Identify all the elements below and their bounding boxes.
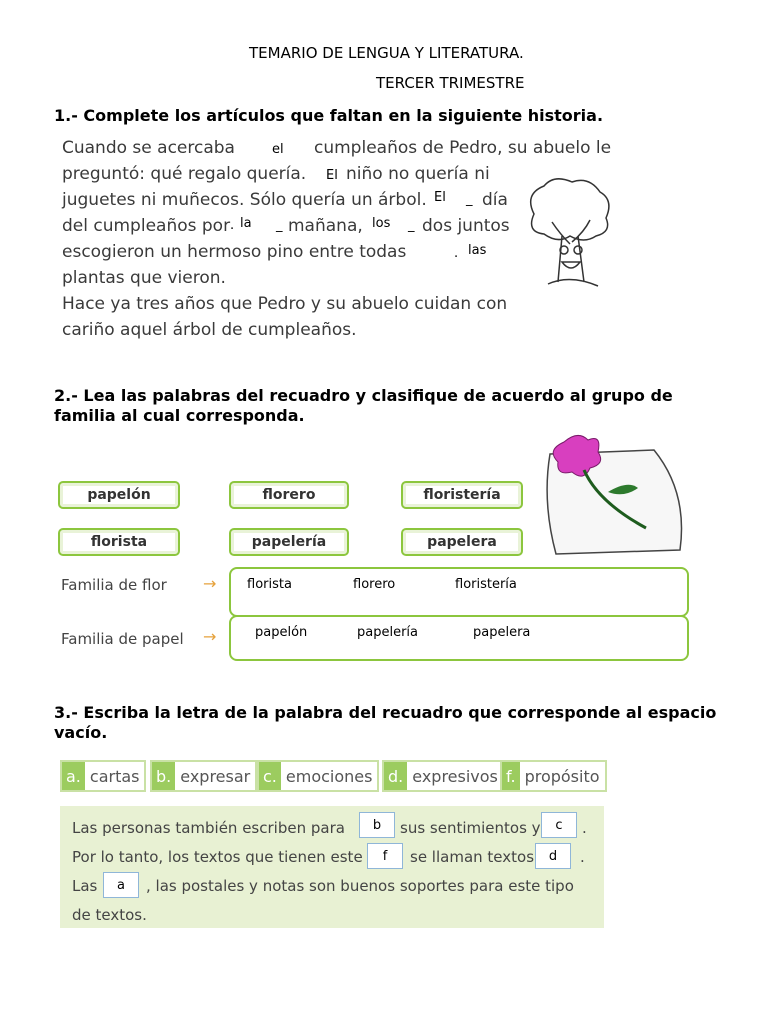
option-word: expresivos bbox=[407, 762, 503, 790]
answer-box[interactable]: c bbox=[541, 812, 577, 838]
option-letter: a. bbox=[62, 762, 85, 790]
panel-text: . bbox=[580, 848, 585, 866]
arrow-icon: → bbox=[203, 627, 217, 646]
answer-box[interactable]: a bbox=[103, 872, 139, 898]
family-flor-label: Familia de flor bbox=[61, 576, 167, 594]
exercise-panel bbox=[60, 806, 604, 928]
story-line: cariño aquel árbol de cumpleaños. bbox=[62, 320, 357, 340]
panel-text: Por lo tanto, los textos que tienen este bbox=[72, 848, 363, 866]
panel-text: . bbox=[582, 819, 587, 837]
answer-box[interactable]: d bbox=[535, 843, 571, 869]
story-line: preguntó: qué regalo quería. bbox=[62, 164, 307, 184]
family-papel-label: Familia de papel bbox=[61, 630, 184, 648]
word-card: papelería bbox=[229, 528, 349, 556]
option-card bbox=[60, 760, 146, 792]
story-line: del cumpleaños por bbox=[62, 216, 231, 236]
story-line: juguetes ni muñecos. Sólo quería un árbol. bbox=[62, 190, 427, 210]
question-2: 2.- Lea las palabras del recuadro y clasifique de acuerdo al grupo de familia al cual corresponda. bbox=[54, 386, 673, 425]
word-card: florista bbox=[58, 528, 180, 556]
page-title: TEMARIO DE LENGUA Y LITERATURA. bbox=[249, 44, 524, 62]
family-answer: papelera bbox=[473, 625, 531, 640]
page-subtitle: TERCER TRIMESTRE bbox=[376, 74, 525, 92]
story-line: niño no quería ni bbox=[346, 164, 490, 184]
family-answer: floristería bbox=[455, 577, 517, 592]
panel-text: Las personas también escriben para bbox=[72, 819, 345, 837]
story-text: Cuando se acercaba cumpleaños de Pedro, su abuelo le preguntó: qué regalo quería. niño no quería ni juguetes ni muñecos. Sólo quería un árbol. día del cumpleaños por mañana, dos juntos escogieron un hermoso pino entre todas plantas que vieron. Hace ya tres años que Pedro y su abuelo cuidan con cariño aquel árbol de cumpleaños. el El El _ . la _ los _ . las bbox=[62, 138, 612, 340]
option-card bbox=[500, 760, 607, 792]
answer-box[interactable]: f bbox=[367, 843, 403, 869]
panel-text: sus sentimientos y bbox=[400, 819, 541, 837]
option-card bbox=[150, 760, 257, 792]
flower-paper-illustration bbox=[528, 432, 690, 556]
answer-blank[interactable]: El bbox=[326, 168, 338, 183]
panel-text: Las bbox=[72, 877, 98, 895]
option-word: cartas bbox=[85, 762, 145, 790]
word-card: floristería bbox=[401, 481, 523, 509]
word-card: florero bbox=[229, 481, 349, 509]
answer-blank[interactable]: el bbox=[272, 142, 284, 157]
option-card bbox=[257, 760, 379, 792]
family-papel-box[interactable] bbox=[229, 615, 689, 661]
answer-box[interactable]: b bbox=[359, 812, 395, 838]
option-letter: c. bbox=[259, 762, 281, 790]
story-line: mañana, bbox=[288, 216, 363, 236]
story-line: dos juntos bbox=[422, 216, 510, 236]
answer-blank[interactable]: las bbox=[468, 243, 487, 258]
story-line: día bbox=[482, 190, 508, 210]
family-answer: florero bbox=[353, 577, 396, 592]
word-card: papelera bbox=[401, 528, 523, 556]
panel-text: se llaman textos bbox=[410, 848, 535, 866]
answer-blank[interactable]: El bbox=[434, 190, 446, 205]
option-word: propósito bbox=[520, 762, 605, 790]
story-line: escogieron un hermoso pino entre todas bbox=[62, 242, 407, 262]
option-letter: f. bbox=[502, 762, 520, 790]
story-line: plantas que vieron. bbox=[62, 268, 226, 288]
family-answer: papelón bbox=[255, 625, 308, 640]
story-line: Cuando se acercaba bbox=[62, 138, 235, 158]
story-line: cumpleaños de Pedro, su abuelo le bbox=[314, 138, 612, 158]
option-letter: d. bbox=[384, 762, 407, 790]
word-card: papelón bbox=[58, 481, 180, 509]
option-word: emociones bbox=[281, 762, 378, 790]
family-answer: papelería bbox=[357, 625, 419, 640]
answer-blank[interactable]: la bbox=[240, 216, 252, 231]
question-3: 3.- Escriba la letra de la palabra del recuadro que corresponde al espacio vacío. bbox=[54, 703, 717, 742]
panel-text: de textos. bbox=[72, 906, 147, 924]
panel-text: , las postales y notas son buenos soportes para este tipo bbox=[146, 877, 574, 895]
option-word: expresar bbox=[175, 762, 255, 790]
tree-illustration bbox=[514, 174, 618, 294]
arrow-icon: → bbox=[203, 574, 217, 593]
option-card bbox=[382, 760, 505, 792]
option-letter: b. bbox=[152, 762, 175, 790]
story-line: Hace ya tres años que Pedro y su abuelo cuidan con bbox=[62, 294, 508, 314]
question-1: 1.- Complete los artículos que faltan en la siguiente historia. bbox=[54, 106, 604, 125]
family-flor-box[interactable] bbox=[229, 567, 689, 617]
family-answer: florista bbox=[247, 577, 292, 592]
answer-blank[interactable]: los bbox=[372, 216, 391, 231]
